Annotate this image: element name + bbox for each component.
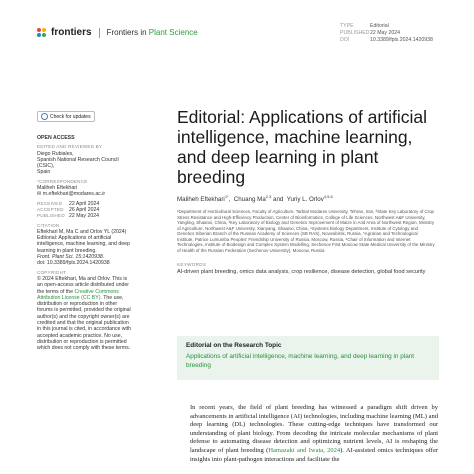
correspondence-email[interactable]: ✉ m.eftekhari@modares.ac.ir xyxy=(37,191,106,198)
frontiers-logo-icon xyxy=(37,28,47,38)
author-list: Maliheh Eftekhari$^{1*}$, Chuang Ma$^{2,3}$ and Yuriy L. Orlov$^{4,5,6}$ xyxy=(177,194,333,204)
left-sidebar: OPEN ACCESS EDITED AND REVIEWED BY Diego Rubiales, Spanish National Research Council (CSIC), Spain *CORRESPONDENCE Maliheh Eftekhari ✉ m.eftekhari@modares.ac.ir RECEIVED 22 April 2024 ACCEPTED 26 April 2024 PUBLISHED 22 May 2024 CITATION Eftekhari M, Ma C and Orlov YL (2024) Editorial: Applications of artificial intelligence, machine learning, and deep learning in plant breeding. Front. Plant Sci. 15:1420938. doi: 10.3389/fpls.2024.1420938 COPYRIGHT © 2024 Eftekhari, Ma and Orlov. This is an open-access article distributed under the terms of the Creative Commons Attribution License (CC BY). The use, distribution or reproduction in other forums is permitted, provided the original author(s) and the copyright owner(s) are credited and that the original publication in this journal is cited, in accordance with accepted academic practice. No use, distribution or reproduction is permitted which does not comply with these terms. xyxy=(37,135,131,352)
open-access-label: OPEN ACCESS xyxy=(37,135,75,141)
check-updates-button[interactable]: Check for updates xyxy=(37,111,95,122)
body-paragraph: In recent years, the field of plant breeding has witnessed a paradigm shift driven by advancements in artificial intelligence (AI) technologies, including machine learning (ML) and deep learning (DL) technologies. These cutting-edge techniques have transformed our understanding of plant biology. From decoding the intricate molecular mechanisms of plant defense to automating disease detection and optimizing nutrient levels, AI is reshaping the landscape of plant breeding (Hamazaki and Iwata, 2024). AI-assisted omics techniques offer insights into plant-pathogen interactions and facilitate the xyxy=(190,404,438,463)
citation-link[interactable]: Hamazaki and Iwata, 2024 xyxy=(268,446,341,454)
journal-name: Frontiers in Plant Science xyxy=(106,28,198,37)
research-topic-box xyxy=(177,336,439,380)
copyright-text: © 2024 Eftekhari, Ma and Orlov. This is an open-access article distributed under the terms of the Creative Commons Attribution License (CC BY). The use, distribution or reproduction in other forums is permitted, provided the original author(s) and the copyright owner(s) are credited and that the original publication in this journal is cited, in accordance with accepted academic practice. No use, distribution or reproduction is permitted which does not comply with these terms. xyxy=(37,275,131,352)
keywords-label: KEYWORDS xyxy=(177,262,207,267)
keywords: AI-driven plant breeding, omics data analysis, crop resilience, disease detection, global food security xyxy=(177,269,426,275)
affiliations: ¹Department of Horticultural Sciences, Faculty of Agriculture, Tarbiat Modares University, Tehran, Iran, ²State Key Laboratory of Crop Stress Resistance and High-Efficiency Production, Center of Bioinformatics, College of Life Sciences, Northwest A&F University, Yangling, Shaanxi, China, ³Key Laboratory of Biology and Genetics Improvement of Maize in Arid Area of Northwest Region, Ministry of Agriculture, Northwest A&F University, Xianyang, Shaanxi, China, ⁴Systems Biology Department, Institute of Cytology and Genetics Siberian Branch of the Russian Academy of Sciences (SB RAS), Novosibirsk, Russia, ⁵Agrarian and Technological Institute, Patrice Lumumba Peoples' Friendship University of Russia, Moscow, Russia, ⁶Chair of Information and Internet Technologies, Institute of Biodesign and Complex System Modelling, Sechenov First Moscow State Medical University of the Ministry of Health of the Russian Federation (Sechenov University), Moscow, Russia xyxy=(177,209,435,253)
license-link[interactable]: Creative Commons Attribution License (CC BY). xyxy=(37,288,119,301)
research-topic-link[interactable]: Applications of artificial intelligence, machine learning, and deep learning in plant breeding xyxy=(186,353,415,369)
article-title: Editorial: Applications of artificial intelligence, machine learning, and deep learning in plant breeding xyxy=(177,107,427,187)
research-topic-label: Editorial on the Research Topic xyxy=(186,342,282,349)
journal-header xyxy=(37,27,198,38)
brand-name: frontiers xyxy=(51,27,92,38)
brand-divider xyxy=(99,28,100,38)
check-updates-icon xyxy=(41,113,48,120)
article-meta: TYPE Editorial PUBLISHED 22 May 2024 DOI 10.3389/fpls.2024.1420938 xyxy=(340,23,433,43)
